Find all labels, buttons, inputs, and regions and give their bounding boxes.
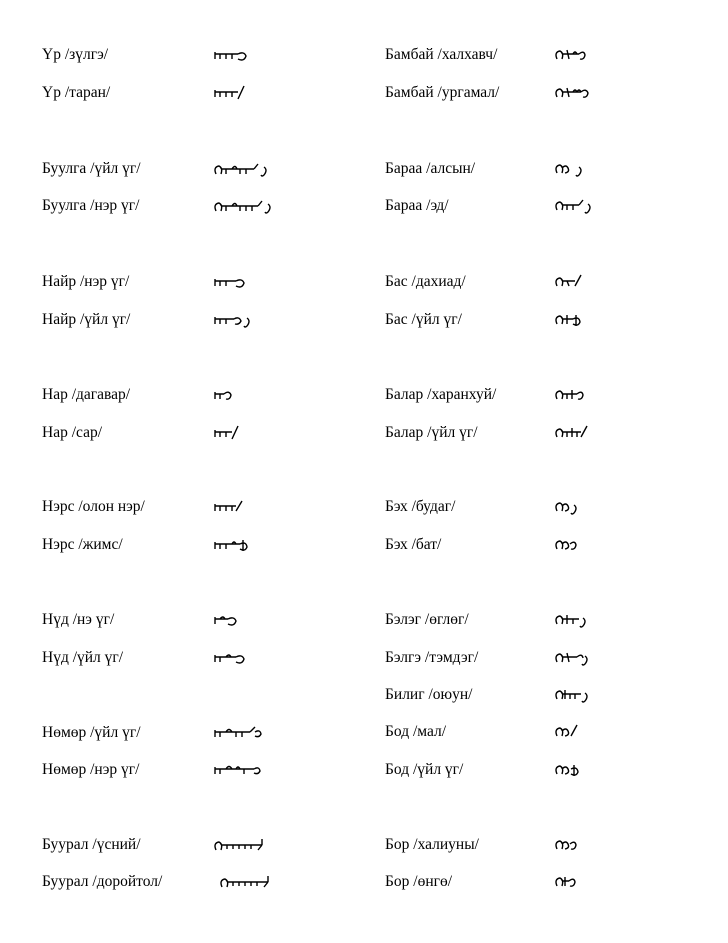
word-label: Найр /нэр үг/ [42,273,130,290]
mongolian-script-word [555,650,591,668]
word-label: Балар /харанхуй/ [385,386,497,403]
word-label: Бэлгэ /тэмдэг/ [385,649,479,666]
word-label: Үр /зүлгэ/ [42,46,109,63]
mongolian-script-word [555,47,587,65]
word-label: Нэрс /жимс/ [42,536,123,553]
word-label: Буулга /үйл үг/ [42,160,141,177]
word-label: Балар /үйл үг/ [385,424,478,441]
word-label: Бор /халиуны/ [385,836,479,853]
word-label: Бэлэг /өглөг/ [385,611,469,628]
mongolian-script-word [555,687,591,705]
mongolian-script-word [214,312,254,330]
word-label: Нүд /үйл үг/ [42,649,124,666]
word-label: Бамбай /халхавч/ [385,46,498,63]
mongolian-script-word [214,837,270,855]
word-label: Бас /дахиад/ [385,273,466,290]
mongolian-script-word [555,612,591,630]
mongolian-script-word [555,198,595,216]
mongolian-script-word [214,425,242,443]
mongolian-script-word [220,874,276,892]
word-label: Бамбай /ургамал/ [385,84,500,101]
word-label: Нөмөр /үйл үг/ [42,724,141,741]
word-label: Бор /өнгө/ [385,873,453,890]
word-label: Бод /мал/ [385,723,447,740]
word-label: Бараа /эд/ [385,197,449,214]
mongolian-script-word [214,762,264,780]
mongolian-script-word [214,537,254,555]
word-label: Буурал /үсний/ [42,836,141,853]
mongolian-script-word [214,85,254,103]
word-label: Бас /үйл үг/ [385,311,462,328]
mongolian-script-word [214,725,264,743]
mongolian-script-word [555,274,585,292]
word-label: Найр /үйл үг/ [42,311,131,328]
word-label: Нар /сар/ [42,424,103,441]
mongolian-script-word [214,198,276,216]
mongolian-script-word [214,650,250,668]
mongolian-script-word [214,274,248,292]
word-label: Нөмөр /нэр үг/ [42,761,140,778]
mongolian-script-word [214,47,254,65]
mongolian-script-word [214,499,246,517]
mongolian-script-word [555,387,589,405]
word-label: Үр /таран/ [42,84,111,101]
word-label: Билиг /оюун/ [385,686,473,703]
mongolian-script-word [214,612,244,630]
mongolian-script-word [555,724,581,742]
word-label: Нэрс /олон нэр/ [42,498,145,515]
word-label: Буурал /доройтол/ [42,873,163,890]
word-label: Бэх /будаг/ [385,498,456,515]
mongolian-script-word [555,874,581,892]
mongolian-script-word [555,312,585,330]
mongolian-script-word [555,85,593,103]
mongolian-script-word [555,537,583,555]
mongolian-script-word [555,425,591,443]
mongolian-script-word [555,762,583,780]
word-label: Буулга /нэр үг/ [42,197,140,214]
word-label: Нүд /нэ үг/ [42,611,115,628]
mongolian-script-word [555,499,583,517]
mongolian-script-word [555,837,581,855]
mongolian-script-word [555,161,587,179]
word-label: Бараа /алсын/ [385,160,476,177]
mongolian-script-word [214,161,272,179]
word-label: Бэх /бат/ [385,536,442,553]
word-label: Нар /дагавар/ [42,386,131,403]
word-label: Бод /үйл үг/ [385,761,464,778]
mongolian-script-word [214,387,236,405]
